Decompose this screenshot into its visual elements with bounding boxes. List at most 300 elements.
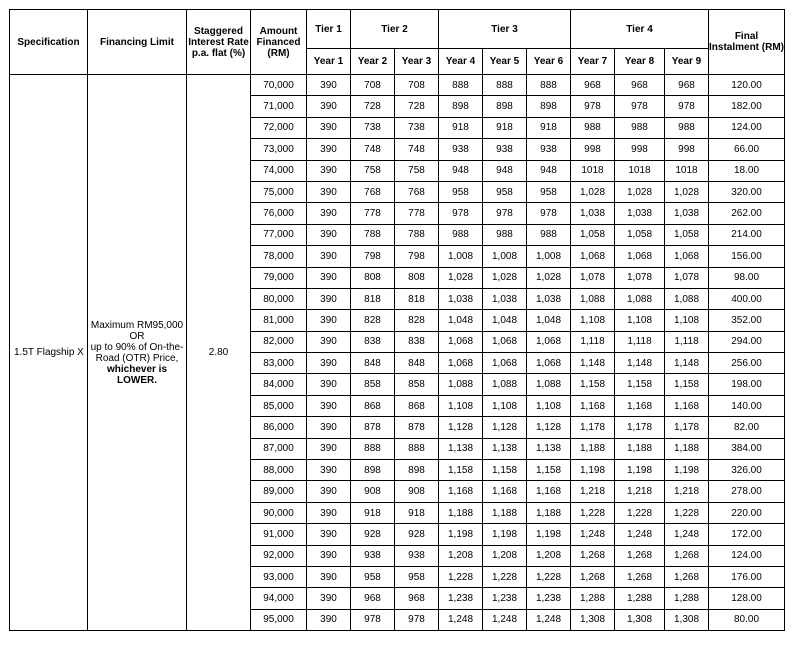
instalment-cell: 918 (483, 117, 527, 138)
instalment-cell: 1,198 (665, 460, 709, 481)
year-header: Year 9 (665, 49, 709, 75)
instalment-cell: 1,268 (665, 545, 709, 566)
instalment-cell: 1,178 (571, 417, 615, 438)
final-instalment-cell: 256.00 (709, 353, 785, 374)
instalment-cell: 828 (395, 310, 439, 331)
amount-financed-header: Amount Financed (RM) (251, 10, 307, 75)
tier3-header: Tier 3 (439, 10, 571, 49)
instalment-cell: 390 (307, 353, 351, 374)
instalment-cell: 1,088 (615, 288, 665, 309)
amount-financed-cell: 73,000 (251, 139, 307, 160)
instalment-cell: 1,038 (439, 288, 483, 309)
instalment-cell: 1,008 (527, 246, 571, 267)
instalment-cell: 1,158 (615, 374, 665, 395)
instalment-cell: 390 (307, 481, 351, 502)
final-instalment-cell: 176.00 (709, 566, 785, 587)
instalment-cell: 1,188 (483, 502, 527, 523)
instalment-cell: 998 (571, 139, 615, 160)
instalment-cell: 888 (527, 75, 571, 96)
financing-limit-line1: Maximum RM95,000 (90, 319, 184, 331)
year-header: Year 8 (615, 49, 665, 75)
amount-financed-cell: 79,000 (251, 267, 307, 288)
instalment-cell: 728 (395, 96, 439, 117)
instalment-cell: 1,228 (571, 502, 615, 523)
instalment-cell: 390 (307, 502, 351, 523)
instalment-cell: 390 (307, 566, 351, 587)
amount-financed-cell: 85,000 (251, 395, 307, 416)
instalment-cell: 898 (351, 460, 395, 481)
instalment-cell: 1,038 (615, 203, 665, 224)
interest-rate-cell: 2.80 (187, 75, 251, 631)
instalment-cell: 1,168 (439, 481, 483, 502)
final-instalment-cell: 294.00 (709, 331, 785, 352)
instalment-cell: 958 (395, 566, 439, 587)
year-header: Year 5 (483, 49, 527, 75)
amount-financed-cell: 84,000 (251, 374, 307, 395)
instalment-cell: 968 (615, 75, 665, 96)
instalment-cell: 1,248 (527, 609, 571, 630)
instalment-cell: 958 (351, 566, 395, 587)
instalment-cell: 1,168 (615, 395, 665, 416)
instalment-cell: 390 (307, 545, 351, 566)
instalment-cell: 1,068 (439, 331, 483, 352)
final-instalment-header: Final Instalment (RM) (709, 10, 785, 75)
instalment-cell: 1,078 (571, 267, 615, 288)
instalment-cell: 868 (395, 395, 439, 416)
instalment-cell: 708 (351, 75, 395, 96)
instalment-cell: 1,118 (665, 331, 709, 352)
instalment-cell: 998 (615, 139, 665, 160)
instalment-cell: 1,198 (571, 460, 615, 481)
instalment-cell: 1,248 (483, 609, 527, 630)
instalment-cell: 1,068 (571, 246, 615, 267)
instalment-cell: 1,108 (665, 310, 709, 331)
instalment-cell: 898 (439, 96, 483, 117)
final-instalment-cell: 182.00 (709, 96, 785, 117)
instalment-cell: 1,308 (615, 609, 665, 630)
instalment-cell: 1,268 (571, 545, 615, 566)
instalment-cell: 948 (483, 160, 527, 181)
final-instalment-cell: 120.00 (709, 75, 785, 96)
instalment-cell: 988 (571, 117, 615, 138)
amount-financed-cell: 88,000 (251, 460, 307, 481)
instalment-cell: 798 (351, 246, 395, 267)
instalment-cell: 1,238 (527, 588, 571, 609)
instalment-cell: 1,078 (615, 267, 665, 288)
instalment-cell: 1,308 (571, 609, 615, 630)
financing-limit-line3: up to 90% of On-the-Road (OTR) Price, (90, 341, 184, 364)
instalment-cell: 1,088 (571, 288, 615, 309)
instalment-cell: 1,208 (483, 545, 527, 566)
instalment-cell: 838 (351, 331, 395, 352)
instalment-cell: 978 (527, 203, 571, 224)
year-header: Year 2 (351, 49, 395, 75)
instalment-cell: 1,168 (665, 395, 709, 416)
instalment-cell: 390 (307, 524, 351, 545)
instalment-cell: 1,188 (527, 502, 571, 523)
final-instalment-cell: 262.00 (709, 203, 785, 224)
instalment-cell: 1,028 (615, 181, 665, 202)
instalment-cell: 948 (439, 160, 483, 181)
instalment-cell: 1,028 (527, 267, 571, 288)
instalment-cell: 390 (307, 395, 351, 416)
instalment-cell: 888 (395, 438, 439, 459)
instalment-cell: 1,088 (483, 374, 527, 395)
instalment-cell: 390 (307, 417, 351, 438)
instalment-cell: 1,148 (615, 353, 665, 374)
amount-financed-cell: 83,000 (251, 353, 307, 374)
tier4-header: Tier 4 (571, 10, 709, 49)
instalment-cell: 1,228 (665, 502, 709, 523)
instalment-cell: 1,188 (439, 502, 483, 523)
instalment-cell: 1,208 (527, 545, 571, 566)
amount-financed-cell: 94,000 (251, 588, 307, 609)
instalment-cell: 938 (351, 545, 395, 566)
instalment-cell: 1,268 (615, 545, 665, 566)
instalment-cell: 898 (395, 460, 439, 481)
instalment-cell: 1,068 (439, 353, 483, 374)
instalment-cell: 1,038 (571, 203, 615, 224)
instalment-cell: 1,008 (483, 246, 527, 267)
instalment-cell: 1,178 (615, 417, 665, 438)
instalment-cell: 968 (395, 588, 439, 609)
instalment-cell: 978 (395, 609, 439, 630)
amount-financed-cell: 78,000 (251, 246, 307, 267)
instalment-cell: 988 (615, 117, 665, 138)
amount-financed-cell: 95,000 (251, 609, 307, 630)
instalment-cell: 708 (395, 75, 439, 96)
instalment-cell: 848 (395, 353, 439, 374)
instalment-cell: 1,138 (483, 438, 527, 459)
instalment-cell: 390 (307, 310, 351, 331)
final-instalment-cell: 82.00 (709, 417, 785, 438)
year-header: Year 3 (395, 49, 439, 75)
instalment-cell: 838 (395, 331, 439, 352)
final-instalment-cell: 66.00 (709, 139, 785, 160)
financing-limit-cell (88, 75, 187, 631)
final-instalment-cell: 156.00 (709, 246, 785, 267)
instalment-cell: 1,218 (571, 481, 615, 502)
instalment-cell: 738 (395, 117, 439, 138)
instalment-cell: 1,198 (527, 524, 571, 545)
instalment-cell: 738 (351, 117, 395, 138)
instalment-cell: 818 (395, 288, 439, 309)
instalment-cell: 988 (527, 224, 571, 245)
amount-financed-cell: 80,000 (251, 288, 307, 309)
instalment-cell: 1,048 (527, 310, 571, 331)
instalment-cell: 1,108 (439, 395, 483, 416)
instalment-table-body (10, 75, 785, 631)
instalment-cell: 1,038 (483, 288, 527, 309)
instalment-cell: 918 (439, 117, 483, 138)
instalment-cell: 390 (307, 224, 351, 245)
year-header: Year 6 (527, 49, 571, 75)
amount-financed-cell: 86,000 (251, 417, 307, 438)
instalment-cell: 1,198 (615, 460, 665, 481)
final-instalment-cell: 140.00 (709, 395, 785, 416)
instalment-cell: 1,118 (615, 331, 665, 352)
instalment-cell: 1,248 (439, 609, 483, 630)
instalment-cell: 1,028 (571, 181, 615, 202)
instalment-cell: 1,008 (439, 246, 483, 267)
instalment-cell: 1,188 (665, 438, 709, 459)
final-instalment-cell: 124.00 (709, 545, 785, 566)
final-instalment-cell: 400.00 (709, 288, 785, 309)
final-instalment-cell: 278.00 (709, 481, 785, 502)
instalment-cell: 1,288 (615, 588, 665, 609)
instalment-cell: 868 (351, 395, 395, 416)
amount-financed-cell: 70,000 (251, 75, 307, 96)
instalment-cell: 768 (351, 181, 395, 202)
instalment-cell: 390 (307, 460, 351, 481)
final-instalment-cell: 384.00 (709, 438, 785, 459)
final-instalment-cell: 352.00 (709, 310, 785, 331)
instalment-cell: 788 (395, 224, 439, 245)
instalment-cell: 1,088 (439, 374, 483, 395)
final-instalment-cell: 326.00 (709, 460, 785, 481)
instalment-cell: 1,228 (439, 566, 483, 587)
instalment-cell: 1,268 (571, 566, 615, 587)
instalment-cell: 1,158 (665, 374, 709, 395)
instalment-cell: 1,028 (665, 181, 709, 202)
final-instalment-cell: 18.00 (709, 160, 785, 181)
instalment-cell: 1,048 (483, 310, 527, 331)
instalment-cell: 390 (307, 288, 351, 309)
instalment-cell: 1,108 (527, 395, 571, 416)
instalment-cell: 1,218 (615, 481, 665, 502)
instalment-cell: 1,028 (439, 267, 483, 288)
amount-financed-cell: 91,000 (251, 524, 307, 545)
amount-financed-cell: 89,000 (251, 481, 307, 502)
instalment-cell: 1,178 (665, 417, 709, 438)
instalment-cell: 1,068 (615, 246, 665, 267)
instalment-cell: 788 (351, 224, 395, 245)
instalment-table (9, 9, 785, 631)
instalment-cell: 928 (395, 524, 439, 545)
instalment-cell: 728 (351, 96, 395, 117)
instalment-cell: 1,088 (665, 288, 709, 309)
instalment-cell: 390 (307, 160, 351, 181)
interest-rate-header: Staggered Interest Rate p.a. flat (%) (187, 10, 251, 75)
instalment-cell: 390 (307, 181, 351, 202)
instalment-cell: 978 (439, 203, 483, 224)
instalment-cell: 988 (439, 224, 483, 245)
instalment-cell: 958 (483, 181, 527, 202)
amount-financed-cell: 93,000 (251, 566, 307, 587)
instalment-cell: 390 (307, 588, 351, 609)
amount-financed-cell: 90,000 (251, 502, 307, 523)
amount-financed-cell: 87,000 (251, 438, 307, 459)
instalment-cell: 1,158 (571, 374, 615, 395)
instalment-cell: 390 (307, 246, 351, 267)
final-instalment-cell: 80.00 (709, 609, 785, 630)
instalment-cell: 390 (307, 609, 351, 630)
instalment-cell: 390 (307, 117, 351, 138)
instalment-cell: 1,128 (527, 417, 571, 438)
instalment-cell: 1,268 (615, 566, 665, 587)
instalment-cell: 978 (351, 609, 395, 630)
financing-limit-line2: OR (129, 330, 145, 342)
instalment-cell: 390 (307, 75, 351, 96)
instalment-cell: 968 (665, 75, 709, 96)
instalment-cell: 908 (395, 481, 439, 502)
instalment-cell: 988 (483, 224, 527, 245)
year-header: Year 1 (307, 49, 351, 75)
instalment-cell: 1,078 (665, 267, 709, 288)
instalment-cell: 918 (395, 502, 439, 523)
final-instalment-cell: 214.00 (709, 224, 785, 245)
year-header: Year 4 (439, 49, 483, 75)
instalment-cell: 1,248 (571, 524, 615, 545)
instalment-cell: 1,168 (483, 481, 527, 502)
instalment-cell: 1,228 (615, 502, 665, 523)
instalment-cell: 1,248 (615, 524, 665, 545)
final-instalment-cell: 124.00 (709, 117, 785, 138)
instalment-cell: 1,068 (527, 331, 571, 352)
instalment-cell: 1,158 (439, 460, 483, 481)
header-row-tiers (10, 10, 785, 49)
tier1-header: Tier 1 (307, 10, 351, 49)
instalment-cell: 390 (307, 96, 351, 117)
final-instalment-cell: 98.00 (709, 267, 785, 288)
tier2-header: Tier 2 (351, 10, 439, 49)
instalment-cell: 1,138 (527, 438, 571, 459)
instalment-cell: 978 (571, 96, 615, 117)
instalment-cell: 778 (395, 203, 439, 224)
instalment-cell: 938 (483, 139, 527, 160)
instalment-cell: 938 (439, 139, 483, 160)
instalment-cell: 878 (395, 417, 439, 438)
instalment-cell: 858 (395, 374, 439, 395)
instalment-cell: 898 (527, 96, 571, 117)
instalment-cell: 390 (307, 331, 351, 352)
instalment-cell: 1,068 (483, 331, 527, 352)
instalment-cell: 988 (665, 117, 709, 138)
instalment-cell: 998 (665, 139, 709, 160)
instalment-cell: 1,068 (483, 353, 527, 374)
instalment-cell: 968 (571, 75, 615, 96)
instalment-cell: 1,268 (665, 566, 709, 587)
specification-header: Specification (10, 10, 88, 75)
instalment-cell: 1,238 (439, 588, 483, 609)
amount-financed-cell: 82,000 (251, 331, 307, 352)
instalment-cell: 768 (395, 181, 439, 202)
instalment-cell: 978 (615, 96, 665, 117)
instalment-cell: 888 (351, 438, 395, 459)
instalment-cell: 390 (307, 203, 351, 224)
instalment-cell: 748 (395, 139, 439, 160)
final-instalment-cell: 128.00 (709, 588, 785, 609)
instalment-cell: 1,248 (665, 524, 709, 545)
financing-limit-bold: whichever is LOWER. (106, 363, 168, 386)
instalment-cell: 918 (527, 117, 571, 138)
instalment-cell: 1,238 (483, 588, 527, 609)
instalment-cell: 918 (351, 502, 395, 523)
instalment-cell: 1,158 (483, 460, 527, 481)
instalment-cell: 1,228 (527, 566, 571, 587)
instalment-cell: 798 (395, 246, 439, 267)
instalment-cell: 1,218 (665, 481, 709, 502)
year-header: Year 7 (571, 49, 615, 75)
instalment-cell: 390 (307, 438, 351, 459)
instalment-cell: 968 (351, 588, 395, 609)
instalment-cell: 1018 (665, 160, 709, 181)
table-row (10, 75, 785, 96)
amount-financed-cell: 72,000 (251, 117, 307, 138)
instalment-cell: 1,308 (665, 609, 709, 630)
instalment-cell: 888 (483, 75, 527, 96)
instalment-cell: 1018 (615, 160, 665, 181)
instalment-cell: 1,028 (483, 267, 527, 288)
instalment-cell: 1,158 (527, 460, 571, 481)
instalment-cell: 390 (307, 267, 351, 288)
instalment-cell: 888 (439, 75, 483, 96)
instalment-cell: 908 (351, 481, 395, 502)
instalment-cell: 978 (665, 96, 709, 117)
amount-financed-cell: 71,000 (251, 96, 307, 117)
instalment-cell: 878 (351, 417, 395, 438)
instalment-cell: 1,188 (615, 438, 665, 459)
final-instalment-cell: 220.00 (709, 502, 785, 523)
instalment-cell: 938 (395, 545, 439, 566)
final-instalment-cell: 198.00 (709, 374, 785, 395)
instalment-cell: 1,208 (439, 545, 483, 566)
instalment-cell: 1,068 (527, 353, 571, 374)
instalment-cell: 948 (527, 160, 571, 181)
instalment-cell: 898 (483, 96, 527, 117)
instalment-cell: 1,038 (665, 203, 709, 224)
amount-financed-cell: 92,000 (251, 545, 307, 566)
financing-limit-header: Financing Limit (88, 10, 187, 75)
instalment-cell: 858 (351, 374, 395, 395)
instalment-cell: 1018 (571, 160, 615, 181)
instalment-cell: 1,168 (527, 481, 571, 502)
instalment-cell: 1,108 (571, 310, 615, 331)
instalment-cell: 978 (483, 203, 527, 224)
instalment-cell: 390 (307, 374, 351, 395)
instalment-cell: 1,058 (615, 224, 665, 245)
instalment-cell: 390 (307, 139, 351, 160)
instalment-cell: 1,058 (665, 224, 709, 245)
instalment-cell: 958 (439, 181, 483, 202)
instalment-cell: 1,148 (571, 353, 615, 374)
specification-cell: 1.5T Flagship X (10, 75, 88, 631)
instalment-cell: 1,288 (571, 588, 615, 609)
instalment-cell: 828 (351, 310, 395, 331)
instalment-cell: 1,228 (483, 566, 527, 587)
instalment-cell: 938 (527, 139, 571, 160)
amount-financed-cell: 76,000 (251, 203, 307, 224)
amount-financed-cell: 81,000 (251, 310, 307, 331)
instalment-cell: 1,188 (571, 438, 615, 459)
instalment-cell: 1,168 (571, 395, 615, 416)
final-instalment-cell: 320.00 (709, 181, 785, 202)
instalment-cell: 1,128 (439, 417, 483, 438)
instalment-cell: 778 (351, 203, 395, 224)
instalment-cell: 1,288 (665, 588, 709, 609)
instalment-cell: 848 (351, 353, 395, 374)
instalment-cell: 818 (351, 288, 395, 309)
instalment-cell: 758 (351, 160, 395, 181)
instalment-cell: 1,038 (527, 288, 571, 309)
instalment-cell: 808 (395, 267, 439, 288)
instalment-cell: 928 (351, 524, 395, 545)
instalment-cell: 1,088 (527, 374, 571, 395)
instalment-cell: 808 (351, 267, 395, 288)
instalment-cell: 1,198 (483, 524, 527, 545)
final-instalment-cell: 172.00 (709, 524, 785, 545)
amount-financed-cell: 74,000 (251, 160, 307, 181)
